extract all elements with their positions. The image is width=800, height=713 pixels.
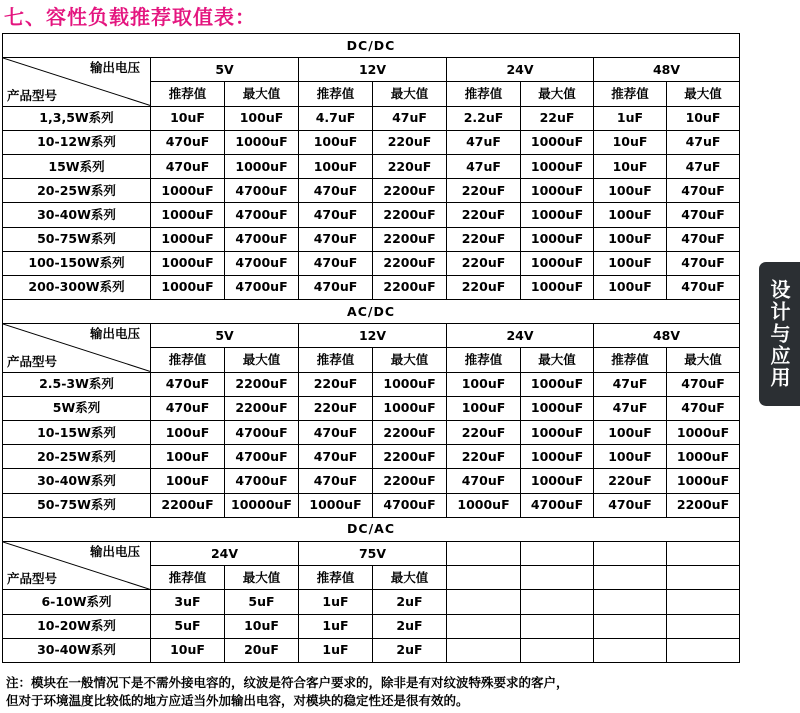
maximum-value-cell: 470uF — [667, 396, 740, 420]
product-model-cell: 1,3,5W系列 — [3, 106, 151, 130]
table-row — [3, 179, 740, 203]
empty-cell — [667, 566, 740, 590]
product-model-cell: 50-75W系列 — [3, 493, 151, 517]
recommended-value-cell: 220uF — [447, 251, 521, 275]
maximum-value-cell: 470uF — [667, 203, 740, 227]
table-row — [3, 275, 740, 299]
recommended-value-cell: 100uF — [594, 445, 667, 469]
recommended-value-cell: 100uF — [151, 445, 225, 469]
recommended-value-cell: 100uF — [594, 421, 667, 445]
product-model-label: 产品型号 — [7, 353, 58, 369]
footnote-line-2: 但对于环境温度比较低的地方应适当外加输出电容，对模块的稳定性还是很有效的。 — [6, 693, 469, 708]
maximum-value-cell: 4700uF — [373, 493, 447, 517]
recommended-value-cell: 470uF — [151, 396, 225, 420]
recommended-value-cell: 470uF — [594, 493, 667, 517]
maximum-header: 最大值 — [667, 82, 740, 106]
maximum-value-cell: 2200uF — [373, 203, 447, 227]
section-title-row — [3, 517, 740, 541]
maximum-value-cell: 2200uF — [373, 227, 447, 251]
empty-cell — [447, 614, 521, 638]
recommended-value-cell: 100uF — [299, 130, 373, 154]
recommended-value-cell: 2200uF — [151, 493, 225, 517]
recommended-header: 推荐值 — [447, 348, 521, 372]
recommended-header: 推荐值 — [594, 348, 667, 372]
table-row — [3, 130, 740, 154]
recommended-value-cell: 470uF — [299, 251, 373, 275]
maximum-value-cell: 2200uF — [225, 372, 299, 396]
recommended-header: 推荐值 — [299, 566, 373, 590]
maximum-value-cell: 1000uF — [521, 469, 594, 493]
recommended-value-cell: 470uF — [299, 227, 373, 251]
recommended-value-cell: 10uF — [594, 154, 667, 178]
table-row — [3, 590, 740, 614]
maximum-value-cell: 4700uF — [225, 179, 299, 203]
recommended-value-cell: 1uF — [299, 614, 373, 638]
recommended-value-cell: 470uF — [299, 421, 373, 445]
voltage-header: 5V — [151, 58, 299, 82]
voltage-header: 5V — [151, 324, 299, 348]
recommended-value-cell: 10uF — [594, 130, 667, 154]
voltage-header: 48V — [594, 324, 740, 348]
section-title: DC/AC — [3, 517, 740, 541]
recommended-value-cell: 470uF — [151, 130, 225, 154]
maximum-header: 最大值 — [667, 348, 740, 372]
recommended-value-cell: 47uF — [447, 154, 521, 178]
recommended-value-cell: 470uF — [151, 154, 225, 178]
maximum-header: 最大值 — [373, 566, 447, 590]
product-model-cell: 10-15W系列 — [3, 421, 151, 445]
maximum-value-cell: 1000uF — [667, 421, 740, 445]
footnote — [6, 674, 766, 710]
table-row — [3, 614, 740, 638]
product-model-cell: 5W系列 — [3, 396, 151, 420]
maximum-value-cell: 47uF — [373, 106, 447, 130]
recommended-value-cell: 220uF — [299, 372, 373, 396]
empty-cell — [594, 638, 667, 662]
maximum-value-cell: 2uF — [373, 590, 447, 614]
table-row — [3, 227, 740, 251]
maximum-header: 最大值 — [521, 348, 594, 372]
table-row — [3, 396, 740, 420]
output-voltage-label: 输出电压 — [89, 543, 140, 559]
recommended-value-cell: 47uF — [594, 372, 667, 396]
recommended-value-cell: 10uF — [151, 638, 225, 662]
recommended-value-cell: 100uF — [151, 469, 225, 493]
recommended-value-cell: 1000uF — [447, 493, 521, 517]
table-row — [3, 251, 740, 275]
maximum-value-cell: 220uF — [373, 154, 447, 178]
voltage-header-row — [3, 541, 740, 565]
maximum-header: 最大值 — [225, 566, 299, 590]
maximum-value-cell: 1000uF — [521, 396, 594, 420]
recommended-value-cell: 4.7uF — [299, 106, 373, 130]
recommended-value-cell: 220uF — [447, 275, 521, 299]
recommended-value-cell: 1uF — [299, 590, 373, 614]
empty-cell — [594, 541, 667, 565]
empty-cell — [594, 590, 667, 614]
maximum-value-cell: 1000uF — [521, 227, 594, 251]
recommended-value-cell: 100uF — [299, 154, 373, 178]
table-row — [3, 154, 740, 178]
maximum-value-cell: 1000uF — [667, 445, 740, 469]
voltage-header-row — [3, 58, 740, 82]
empty-cell — [447, 590, 521, 614]
maximum-value-cell: 1000uF — [521, 445, 594, 469]
maximum-value-cell: 10000uF — [225, 493, 299, 517]
table-row — [3, 493, 740, 517]
recommended-value-cell: 100uF — [594, 203, 667, 227]
maximum-header: 最大值 — [373, 82, 447, 106]
maximum-header: 最大值 — [521, 82, 594, 106]
maximum-value-cell: 10uF — [667, 106, 740, 130]
voltage-header-row — [3, 324, 740, 348]
maximum-value-cell: 2uF — [373, 638, 447, 662]
product-model-cell: 50-75W系列 — [3, 227, 151, 251]
footnote-line-1: 注：模块在一般情况下是不需外接电容的，纹波是符合客户要求的，除非是有对纹波特殊要求的客户， — [6, 675, 569, 690]
maximum-header: 最大值 — [225, 82, 299, 106]
maximum-value-cell: 4700uF — [225, 275, 299, 299]
product-model-cell: 20-25W系列 — [3, 445, 151, 469]
maximum-value-cell: 10uF — [225, 614, 299, 638]
recommended-value-cell: 470uF — [299, 445, 373, 469]
recommended-value-cell: 10uF — [151, 106, 225, 130]
maximum-value-cell: 2200uF — [373, 275, 447, 299]
recommended-value-cell: 100uF — [594, 251, 667, 275]
voltage-header: 12V — [299, 324, 447, 348]
recommended-value-cell: 1000uF — [151, 179, 225, 203]
maximum-value-cell: 220uF — [373, 130, 447, 154]
empty-cell — [667, 638, 740, 662]
recommended-value-cell: 1000uF — [151, 227, 225, 251]
maximum-value-cell: 2200uF — [667, 493, 740, 517]
maximum-value-cell: 470uF — [667, 179, 740, 203]
maximum-value-cell: 4700uF — [225, 421, 299, 445]
recommended-value-cell: 220uF — [447, 203, 521, 227]
product-model-cell: 10-12W系列 — [3, 130, 151, 154]
recommended-value-cell: 470uF — [299, 275, 373, 299]
recommended-header: 推荐值 — [299, 348, 373, 372]
maximum-value-cell: 47uF — [667, 130, 740, 154]
product-model-cell: 6-10W系列 — [3, 590, 151, 614]
output-voltage-label: 输出电压 — [89, 60, 140, 76]
recommended-value-cell: 1000uF — [151, 203, 225, 227]
maximum-value-cell: 1000uF — [225, 154, 299, 178]
empty-cell — [521, 541, 594, 565]
recommended-value-cell: 100uF — [447, 372, 521, 396]
maximum-value-cell: 47uF — [667, 154, 740, 178]
recommended-value-cell: 220uF — [447, 227, 521, 251]
table-row — [3, 421, 740, 445]
table-row — [3, 106, 740, 130]
recommended-value-cell: 470uF — [299, 179, 373, 203]
maximum-value-cell: 470uF — [667, 227, 740, 251]
recommended-value-cell: 470uF — [299, 203, 373, 227]
maximum-value-cell: 20uF — [225, 638, 299, 662]
empty-cell — [594, 614, 667, 638]
recommended-value-cell: 220uF — [594, 469, 667, 493]
maximum-value-cell: 4700uF — [225, 251, 299, 275]
maximum-value-cell: 1000uF — [667, 469, 740, 493]
product-model-cell: 10-20W系列 — [3, 614, 151, 638]
voltage-header: 24V — [151, 541, 299, 565]
maximum-value-cell: 1000uF — [521, 130, 594, 154]
side-tab-label: 设计与应用 — [767, 279, 791, 389]
maximum-header: 最大值 — [373, 348, 447, 372]
recommended-value-cell: 2.2uF — [447, 106, 521, 130]
maximum-value-cell: 100uF — [225, 106, 299, 130]
maximum-value-cell: 1000uF — [373, 372, 447, 396]
maximum-value-cell: 4700uF — [225, 445, 299, 469]
maximum-value-cell: 1000uF — [521, 251, 594, 275]
table-row — [3, 445, 740, 469]
corner-header-cell — [3, 541, 151, 589]
maximum-value-cell: 5uF — [225, 590, 299, 614]
product-model-cell: 30-40W系列 — [3, 469, 151, 493]
maximum-value-cell: 1000uF — [521, 275, 594, 299]
recommended-header: 推荐值 — [151, 82, 225, 106]
recommended-value-cell: 220uF — [299, 396, 373, 420]
corner-header-cell — [3, 324, 151, 372]
capacitive-load-table — [2, 33, 740, 663]
recommended-value-cell: 3uF — [151, 590, 225, 614]
recommended-value-cell: 1uF — [299, 638, 373, 662]
empty-cell — [594, 566, 667, 590]
maximum-value-cell: 4700uF — [225, 227, 299, 251]
maximum-value-cell: 4700uF — [521, 493, 594, 517]
page-title: 七、容性负载推荐取值表： — [4, 5, 256, 29]
empty-cell — [667, 614, 740, 638]
recommended-value-cell: 100uF — [447, 396, 521, 420]
maximum-value-cell: 2200uF — [373, 251, 447, 275]
maximum-value-cell: 2200uF — [225, 396, 299, 420]
empty-cell — [447, 566, 521, 590]
section-title: DC/DC — [3, 34, 740, 58]
recommended-value-cell: 47uF — [447, 130, 521, 154]
section-title-row — [3, 300, 740, 324]
maximum-value-cell: 1000uF — [521, 154, 594, 178]
table-row — [3, 638, 740, 662]
product-model-cell: 30-40W系列 — [3, 203, 151, 227]
product-model-label: 产品型号 — [7, 87, 58, 103]
maximum-value-cell: 1000uF — [521, 421, 594, 445]
maximum-value-cell: 470uF — [667, 372, 740, 396]
product-model-label: 产品型号 — [7, 571, 58, 587]
table-row — [3, 469, 740, 493]
empty-cell — [521, 614, 594, 638]
maximum-value-cell: 2200uF — [373, 469, 447, 493]
recommended-header: 推荐值 — [594, 82, 667, 106]
empty-cell — [521, 590, 594, 614]
maximum-value-cell: 2200uF — [373, 421, 447, 445]
voltage-header: 24V — [447, 58, 594, 82]
voltage-header: 12V — [299, 58, 447, 82]
empty-cell — [447, 541, 521, 565]
voltage-header: 24V — [447, 324, 594, 348]
section-title-row — [3, 34, 740, 58]
product-model-cell: 15W系列 — [3, 154, 151, 178]
maximum-value-cell: 2uF — [373, 614, 447, 638]
empty-cell — [447, 638, 521, 662]
voltage-header: 48V — [594, 58, 740, 82]
empty-cell — [521, 566, 594, 590]
product-model-cell: 2.5-3W系列 — [3, 372, 151, 396]
maximum-value-cell: 4700uF — [225, 203, 299, 227]
corner-header-cell — [3, 58, 151, 106]
maximum-value-cell: 4700uF — [225, 469, 299, 493]
maximum-value-cell: 1000uF — [373, 396, 447, 420]
recommended-value-cell: 220uF — [447, 445, 521, 469]
recommended-value-cell: 1000uF — [151, 275, 225, 299]
recommended-header: 推荐值 — [151, 348, 225, 372]
recommended-value-cell: 100uF — [594, 179, 667, 203]
maximum-value-cell: 1000uF — [225, 130, 299, 154]
recommended-value-cell: 1000uF — [151, 251, 225, 275]
recommended-header: 推荐值 — [151, 566, 225, 590]
maximum-value-cell: 2200uF — [373, 179, 447, 203]
product-model-cell: 30-40W系列 — [3, 638, 151, 662]
voltage-header: 75V — [299, 541, 447, 565]
maximum-value-cell: 470uF — [667, 251, 740, 275]
empty-cell — [521, 638, 594, 662]
maximum-value-cell: 1000uF — [521, 372, 594, 396]
output-voltage-label: 输出电压 — [89, 326, 140, 342]
maximum-value-cell: 1000uF — [521, 179, 594, 203]
table-row — [3, 372, 740, 396]
recommended-value-cell: 1uF — [594, 106, 667, 130]
recommended-value-cell: 470uF — [151, 372, 225, 396]
recommended-header: 推荐值 — [299, 82, 373, 106]
maximum-header: 最大值 — [225, 348, 299, 372]
recommended-value-cell: 5uF — [151, 614, 225, 638]
recommended-value-cell: 470uF — [447, 469, 521, 493]
maximum-value-cell: 2200uF — [373, 445, 447, 469]
maximum-value-cell: 22uF — [521, 106, 594, 130]
recommended-value-cell: 100uF — [594, 227, 667, 251]
side-tab-design-application — [759, 262, 800, 406]
recommended-value-cell: 220uF — [447, 179, 521, 203]
empty-cell — [667, 590, 740, 614]
recommended-value-cell: 220uF — [447, 421, 521, 445]
section-title: AC/DC — [3, 300, 740, 324]
product-model-cell: 20-25W系列 — [3, 179, 151, 203]
recommended-value-cell: 100uF — [594, 275, 667, 299]
product-model-cell: 100-150W系列 — [3, 251, 151, 275]
recommended-header: 推荐值 — [447, 82, 521, 106]
table-row — [3, 203, 740, 227]
product-model-cell: 200-300W系列 — [3, 275, 151, 299]
maximum-value-cell: 470uF — [667, 275, 740, 299]
recommended-value-cell: 100uF — [151, 421, 225, 445]
maximum-value-cell: 1000uF — [521, 203, 594, 227]
recommended-value-cell: 470uF — [299, 469, 373, 493]
recommended-value-cell: 47uF — [594, 396, 667, 420]
empty-cell — [667, 541, 740, 565]
recommended-value-cell: 1000uF — [299, 493, 373, 517]
